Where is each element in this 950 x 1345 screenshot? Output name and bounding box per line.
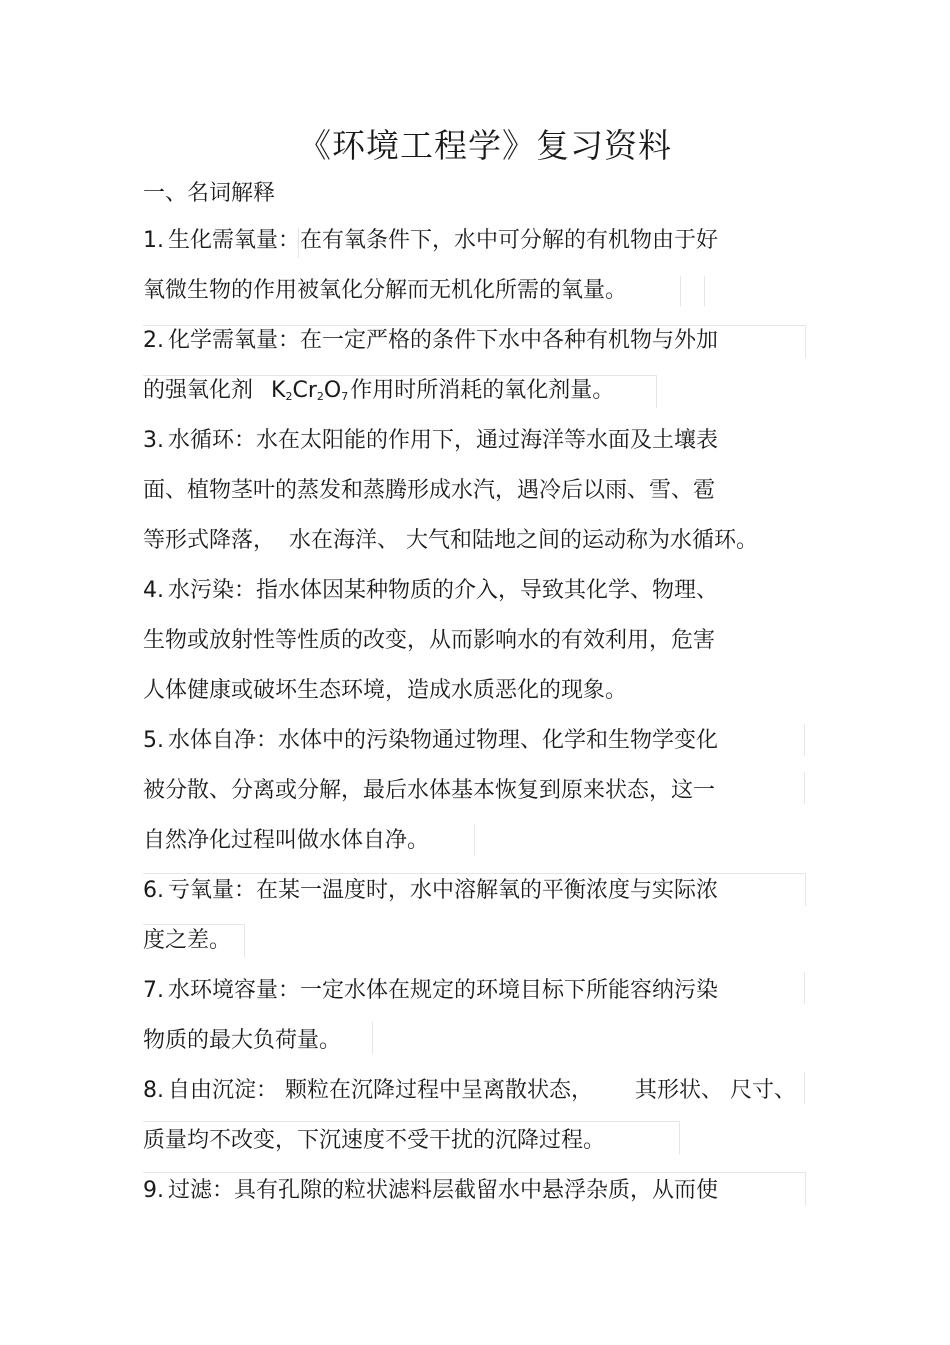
entry-8-line-1: 8. 自由沉淀： 颗粒在沉降过程中呈离散状态， 其形状、 尺寸、 — [143, 1078, 796, 1103]
entry-5-term: 水体自净： — [168, 728, 279, 753]
entry-5-line-3: 自然净化过程叫做水体自净。 — [143, 828, 430, 853]
section-heading: 一、名词解释 — [143, 181, 276, 206]
scan-artifact — [298, 228, 299, 258]
scan-artifact — [143, 873, 806, 906]
scan-artifact — [804, 772, 805, 804]
entry-6-line-2: 度之差。 — [143, 928, 232, 953]
scan-artifact — [143, 325, 806, 358]
entry-5-line-2: 被分散、分离或分解，最后水体基本恢复到原来状态，这一 — [143, 778, 716, 803]
entry-6-term: 亏氧量： — [168, 878, 257, 903]
entry-2-line-2: 的强氧化剂 $K_2Cr_2O_7$作用时所消耗的氧化剂量。 — [143, 378, 615, 403]
entry-4-line-2: 生物或放射性等性质的改变，从而影响水的有效利用，危害 — [143, 628, 716, 653]
entry-3-line-3: 等形式降落， 水在海洋、 大气和陆地之间的运动称为水循环。 — [143, 528, 758, 553]
entry-6-line-1: 6. 亏氧量：在某一温度时，水中溶解氧的平衡浓度与实际浓 — [143, 878, 719, 903]
entry-7-term: 水环境容量： — [168, 978, 301, 1003]
entry-3-line-2: 面、植物茎叶的蒸发和蒸腾形成水汽，遇冷后以雨、雪、雹 — [143, 478, 716, 503]
scan-artifact — [474, 824, 475, 856]
scan-artifact — [143, 924, 245, 957]
scan-artifact — [804, 972, 805, 1004]
entry-9-term: 过滤： — [168, 1178, 235, 1203]
entry-3-term: 水循环： — [168, 428, 257, 453]
chem-formula: $K_2Cr_2O_7$ — [271, 378, 349, 403]
entry-1-line-2: 氧微生物的作用被氧化分解而无机化所需的氧量。 — [143, 278, 628, 303]
entry-8-line-2: 质量均不改变，下沉速度不受干扰的沉降过程。 — [143, 1128, 606, 1153]
entry-5-line-1: 5. 水体自净：水体中的污染物通过物理、化学和生物学变化 — [143, 728, 719, 753]
entry-9-line-1: 9. 过滤：具有孔隙的粒状滤料层截留水中悬浮杂质，从而使 — [143, 1178, 719, 1203]
definitions-list — [143, 216, 823, 1216]
entry-7-line-1: 7. 水环境容量：一定水体在规定的环境目标下所能容纳污染 — [143, 978, 719, 1003]
scan-artifact — [804, 1072, 805, 1104]
entry-1-term: 生化需氧量： — [168, 228, 301, 253]
scan-artifact — [804, 724, 805, 756]
entry-7-line-2: 物质的最大负荷量。 — [143, 1028, 342, 1053]
scan-artifact — [372, 1022, 373, 1054]
scan-artifact — [143, 375, 657, 408]
scan-artifact — [143, 1172, 806, 1205]
scan-artifact — [704, 276, 705, 306]
entry-4-line-1: 4. 水污染：指水体因某种物质的介入，导致其化学、物理、 — [143, 578, 719, 603]
entry-3-line-1: 3. 水循环：水在太阳能的作用下，通过海洋等水面及土壤表 — [143, 428, 719, 453]
scan-artifact — [680, 276, 681, 306]
entry-2-term: 化学需氧量： — [168, 328, 301, 353]
entry-4-line-3: 人体健康或破坏生态环境，造成水质恶化的现象。 — [143, 678, 628, 703]
entry-4-term: 水污染： — [168, 578, 257, 603]
entry-8-term: 自由沉淀： — [168, 1078, 279, 1103]
entry-2-line-1: 2. 化学需氧量：在一定严格的条件下水中各种有机物与外加 — [143, 328, 719, 353]
entry-1-line-1: 1. 生化需氧量：在有氧条件下，水中可分解的有机物由于好 — [143, 228, 719, 253]
scan-artifact — [143, 1121, 680, 1154]
document-title: 《环境工程学》复习资料 — [298, 126, 672, 165]
